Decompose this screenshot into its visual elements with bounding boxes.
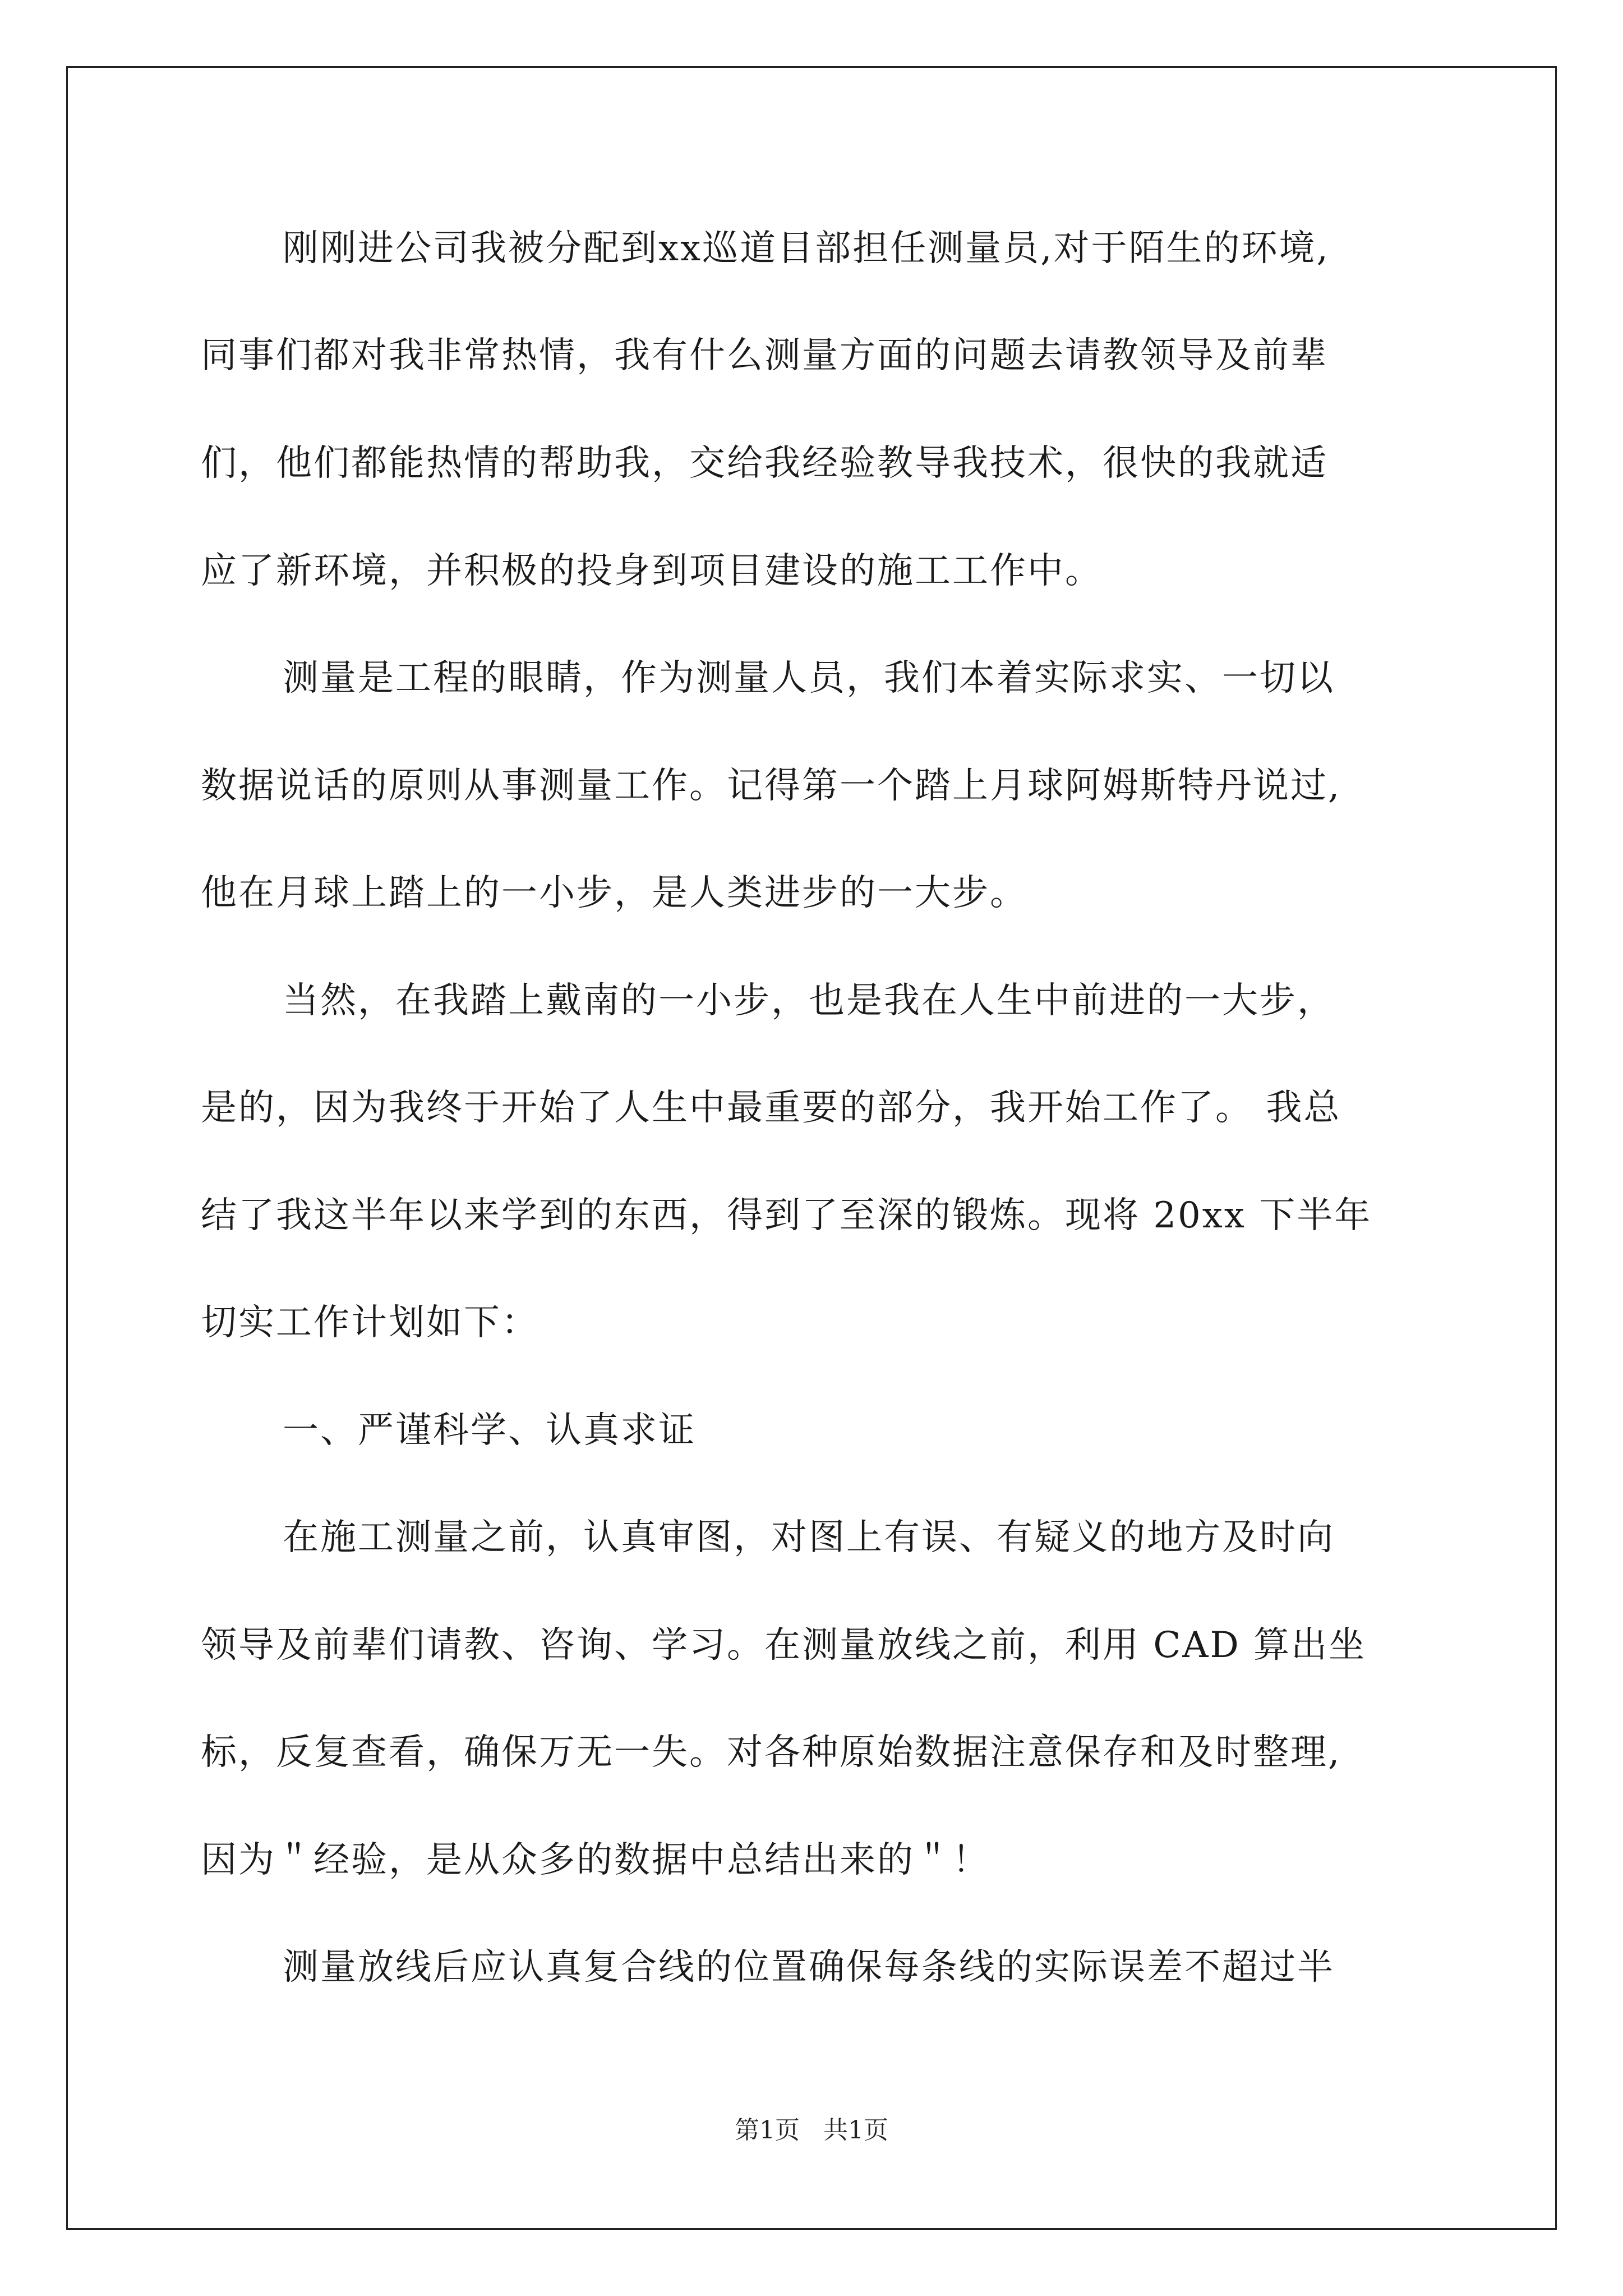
page-number-footer: 第1页 共1页	[735, 2116, 888, 2145]
text-line: 测量是工程的眼睛，作为测量人员，我们本着实际求实、一切以	[283, 657, 1335, 699]
text-line: 他在月球上踏上的一小步，是人类进步的一大步。	[201, 872, 1027, 914]
section-heading: 一、严谨科学、认真求证	[283, 1410, 696, 1451]
text-line: 在施工测量之前，认真审图，对图上有误、有疑义的地方及时向	[283, 1517, 1335, 1558]
text-line: 应了新环境，并积极的投身到项目建设的施工工作中。	[201, 550, 1103, 592]
text-line: 数据说话的原则从事测量工作。记得第一个踏上月球阿姆斯特丹说过,	[201, 765, 1341, 807]
text-line: 因为＂经验，是从众多的数据中总结出来的＂！	[201, 1839, 990, 1881]
text-line: 领导及前辈们请教、咨询、学习。在测量放线之前，利用 CAD 算出坐	[201, 1625, 1367, 1666]
text-line: 当然，在我踏上戴南的一小步，也是我在人生中前进的一大步，	[283, 980, 1335, 1022]
text-line: 同事们都对我非常热情，我有什么测量方面的问题去请教领导及前辈	[201, 335, 1328, 376]
text-line: 结了我这半年以来学到的东西，得到了至深的锻炼。现将 20xx 下半年	[201, 1195, 1372, 1236]
text-line: 测量放线后应认真复合线的位置确保每条线的实际误差不超过半	[283, 1947, 1335, 1988]
page-border	[66, 66, 1557, 2230]
text-line: 是的，因为我终于开始了人生中最重要的部分，我开始工作了。 我总	[201, 1087, 1341, 1129]
text-line: 们，他们都能热情的帮助我，交给我经验教导我技术，很快的我就适	[201, 443, 1328, 484]
text-line: 刚刚进公司我被分配到xx巡道目部担任测量员,对于陌生的环境,	[283, 228, 1330, 269]
text-line: 切实工作计划如下：	[201, 1302, 539, 1343]
text-line: 标，反复查看，确保万无一失。对各种原始数据注意保存和及时整理,	[201, 1732, 1341, 1773]
